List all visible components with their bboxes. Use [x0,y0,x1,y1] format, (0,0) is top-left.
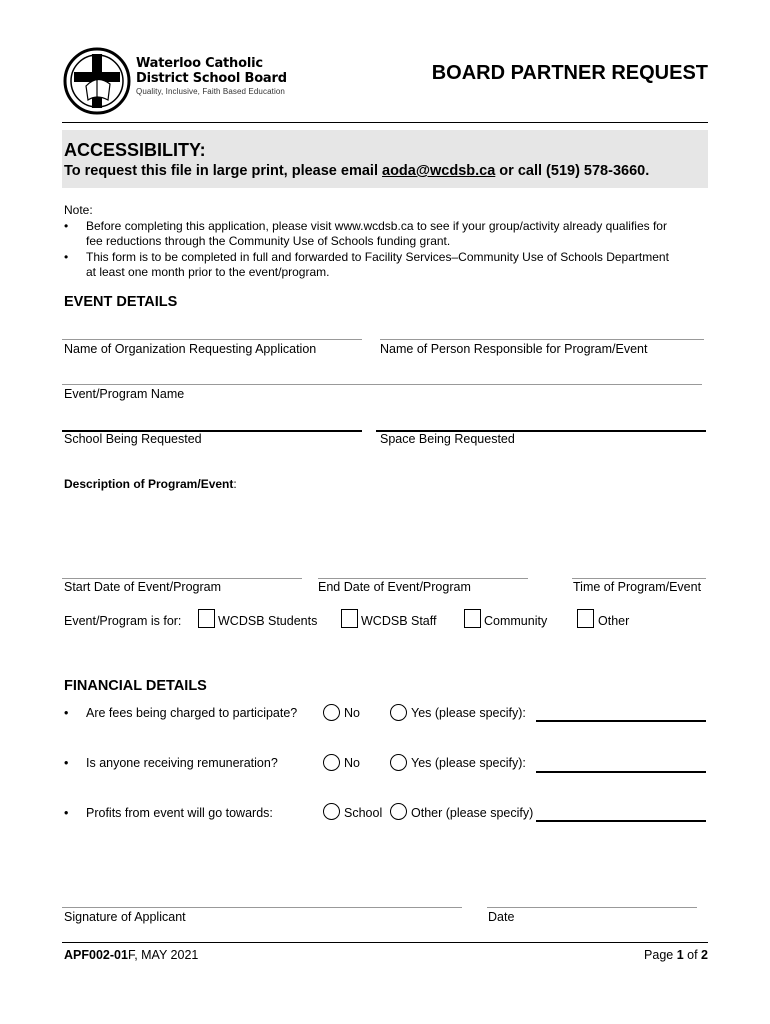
fees-no-label: No [344,706,360,720]
page-total: 2 [701,948,708,962]
fees-yes-label: Yes (please specify): [411,706,526,720]
form-title: BOARD PARTNER REQUEST [431,62,708,84]
profits-school-label: School [344,806,383,820]
footer-divider [62,942,708,943]
description-input[interactable] [62,494,708,566]
event-details-title: EVENT DETAILS [64,294,178,310]
note-item [64,250,708,280]
space-label: Space Being Requested [380,432,515,446]
accessibility-text-before: To request this file in large print, please email [64,163,383,179]
date-label: Date [488,910,515,924]
event-for-label: Event/Program is for: [64,614,182,628]
description-label-text: Description of Program/Event [64,477,234,491]
org-name-label: Name of Organization Requesting Application [64,342,317,356]
accessibility-text-after: or call (519) 578-3660. [495,163,650,179]
time-input[interactable] [572,578,706,579]
profits-other-label: Other (please specify) [411,806,534,820]
profits-other-radio[interactable] [390,803,407,820]
note-label: Note: [64,203,93,217]
person-responsible-label: Name of Person Responsible for Program/Event [380,342,648,356]
org-name-line2: District School Board [136,71,287,86]
page-number [644,948,708,962]
financial-details-title: FINANCIAL DETAILS [64,678,207,694]
note-text: Before completing this application, please visit www.wcdsb.ca to see if your group/activity already qualifies for [86,219,667,233]
signature-input[interactable] [62,907,462,908]
page-prefix: Page [644,948,677,962]
wcdsb-staff-checkbox[interactable] [341,609,358,628]
start-date-label: Start Date of Event/Program [64,580,222,594]
page-current: 1 [676,948,684,962]
profits-question-label: Profits from event will go towards: [86,806,273,820]
start-date-input[interactable] [62,578,302,579]
bullet: • [64,806,69,820]
other-checkbox[interactable] [577,609,594,628]
header-divider [62,122,708,123]
bullet: • [64,706,69,720]
fees-yes-radio[interactable] [390,704,407,721]
note-item [64,219,708,249]
accessibility-text [64,163,649,179]
wcdsb-logo [62,46,132,116]
note-text: fee reductions through the Community Use of Schools funding grant. [86,234,451,248]
other-label: Other [598,614,630,628]
remuneration-yes-label: Yes (please specify): [411,756,526,770]
form-code-date: F, MAY 2021 [127,948,199,962]
bullet: • [64,756,69,770]
form-code-bold: APF002-01 [64,948,128,962]
remuneration-question-label: Is anyone receiving remuneration? [86,756,278,770]
person-responsible-input[interactable] [380,339,704,340]
fees-question-label: Are fees being charged to participate? [86,706,298,720]
bullet: • [64,250,69,264]
bullet: • [64,219,69,233]
end-date-input[interactable] [318,578,528,579]
note-text: at least one month prior to the event/program. [86,265,330,279]
profits-school-radio[interactable] [323,803,340,820]
description-colon: : [233,477,237,491]
time-label: Time of Program/Event [573,580,702,594]
org-name-input[interactable] [62,339,362,340]
page-mid: of [683,948,702,962]
wcdsb-students-label: WCDSB Students [218,614,318,628]
form-code [64,948,198,962]
event-name-input[interactable] [62,384,702,385]
remuneration-no-radio[interactable] [323,754,340,771]
community-label: Community [484,614,548,628]
note-text: This form is to be completed in full and forwarded to Facility Services–Community Use of Schools Department [86,250,669,264]
fees-no-radio[interactable] [323,704,340,721]
wcdsb-students-checkbox[interactable] [198,609,215,628]
remuneration-no-label: No [344,756,360,770]
fees-specify-input[interactable] [536,720,706,722]
end-date-label: End Date of Event/Program [318,580,471,594]
profits-specify-input[interactable] [536,820,706,822]
remuneration-yes-radio[interactable] [390,754,407,771]
org-tagline: Quality, Inclusive, Faith Based Education [136,87,285,96]
school-label: School Being Requested [64,432,202,446]
event-name-label: Event/Program Name [64,387,185,401]
org-name-line1: Waterloo Catholic [136,56,263,71]
wcdsb-staff-label: WCDSB Staff [361,614,437,628]
accessibility-email-link[interactable]: aoda@wcdsb.ca [382,163,496,179]
date-input[interactable] [487,907,697,908]
accessibility-title: ACCESSIBILITY: [64,140,206,160]
description-label [64,477,237,491]
community-checkbox[interactable] [464,609,481,628]
signature-label: Signature of Applicant [64,910,186,924]
remuneration-specify-input[interactable] [536,771,706,773]
